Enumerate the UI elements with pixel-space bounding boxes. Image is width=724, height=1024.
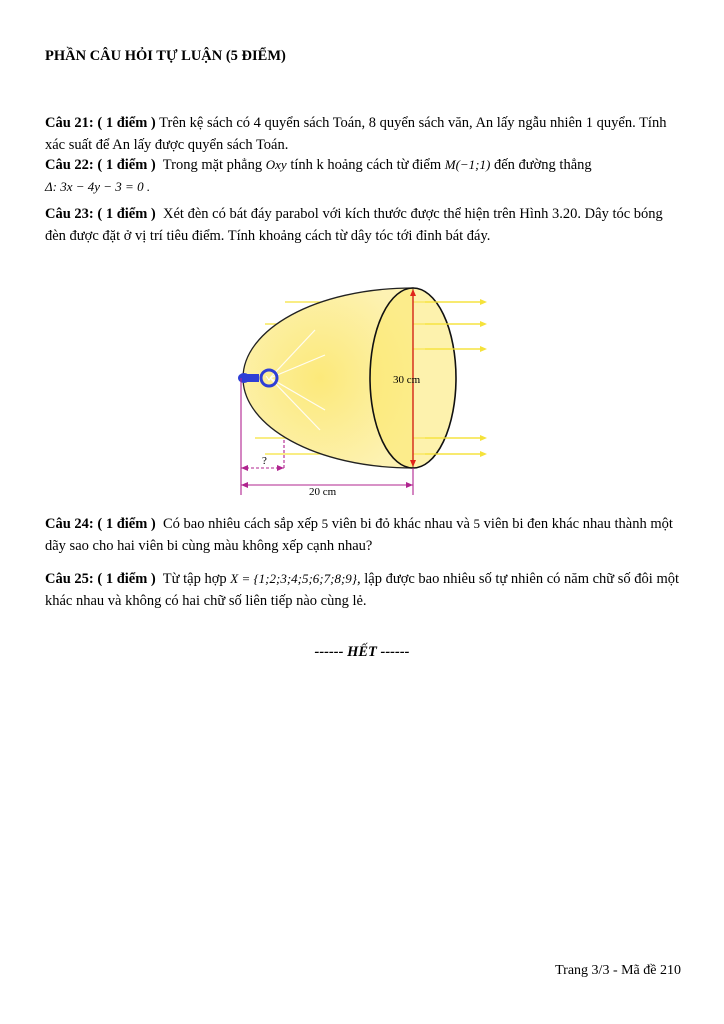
question-label: Câu 25: ( 1 điểm ) <box>45 571 156 587</box>
question-text: Có bao nhiêu cách sắp xếp <box>163 516 319 532</box>
question-23 <box>45 203 685 247</box>
question-text: đến đường thẳng <box>493 157 592 173</box>
page-footer: Trang 3/3 - Mã đề 210 <box>555 963 681 978</box>
width-label: 20 cm <box>309 486 337 498</box>
math-plane: Oxy <box>265 157 287 172</box>
math-line: Δ: 3x − 4y − 3 = 0 . <box>45 179 151 194</box>
number: 5 <box>473 516 481 531</box>
math-set: X = {1;2;3;4;5;6;7;8;9} <box>230 571 357 586</box>
end-mark: ------ HẾT ------ <box>314 644 410 660</box>
question-text: Từ tập hợp <box>162 571 227 587</box>
question-text: tính k hoảng cách từ điểm <box>290 157 442 173</box>
section-title: PHẦN CÂU HỎI TỰ LUẬN (5 ĐIỂM) <box>45 48 286 64</box>
question-label: Câu 22: ( 1 điểm ) <box>45 157 156 173</box>
question-22 <box>45 154 685 198</box>
question-text: , lập được bao nhiêu số tự nhiên có năm chữ số đôi một khác nhau và không có hai chữ số liên tiếp nào cùng lẻ. <box>45 571 679 609</box>
number: 5 <box>321 516 329 531</box>
question-21 <box>45 112 685 156</box>
question-24 <box>45 513 685 557</box>
question-label: Câu 23: ( 1 điểm ) <box>45 206 156 222</box>
question-label: Câu 21: ( 1 điểm ) <box>45 115 156 131</box>
question-25 <box>45 568 685 612</box>
math-point: M(−1;1) <box>444 157 491 172</box>
question-label: Câu 24: ( 1 điểm ) <box>45 516 156 532</box>
unknown-distance-label: ? <box>262 455 267 467</box>
parabolic-lamp-figure <box>225 280 495 505</box>
question-text: viên bi đỏ khác nhau và <box>331 516 470 532</box>
question-text: Xét đèn có bát đáy parabol với kích thước được thể hiện trên Hình 3.20. Dây tóc bóng đèn được đặt ở vị trí tiêu điểm. Tính khoảng cách từ dây tóc tới đỉnh bát đáy. <box>45 206 663 244</box>
question-text: Trên kệ sách có 4 quyển sách Toán, 8 quyển sách văn, An lấy ngẫu nhiên 1 quyển. Tính xác suất để An lấy được quyển sách Toán. <box>45 115 667 153</box>
question-text: Trong mặt phẳng <box>162 157 263 173</box>
question-text: viên bi đen khác nhau thành một dãy sao cho hai viên bi cùng màu không xếp cạnh nhau? <box>45 516 673 554</box>
height-label: 30 cm <box>393 374 421 386</box>
